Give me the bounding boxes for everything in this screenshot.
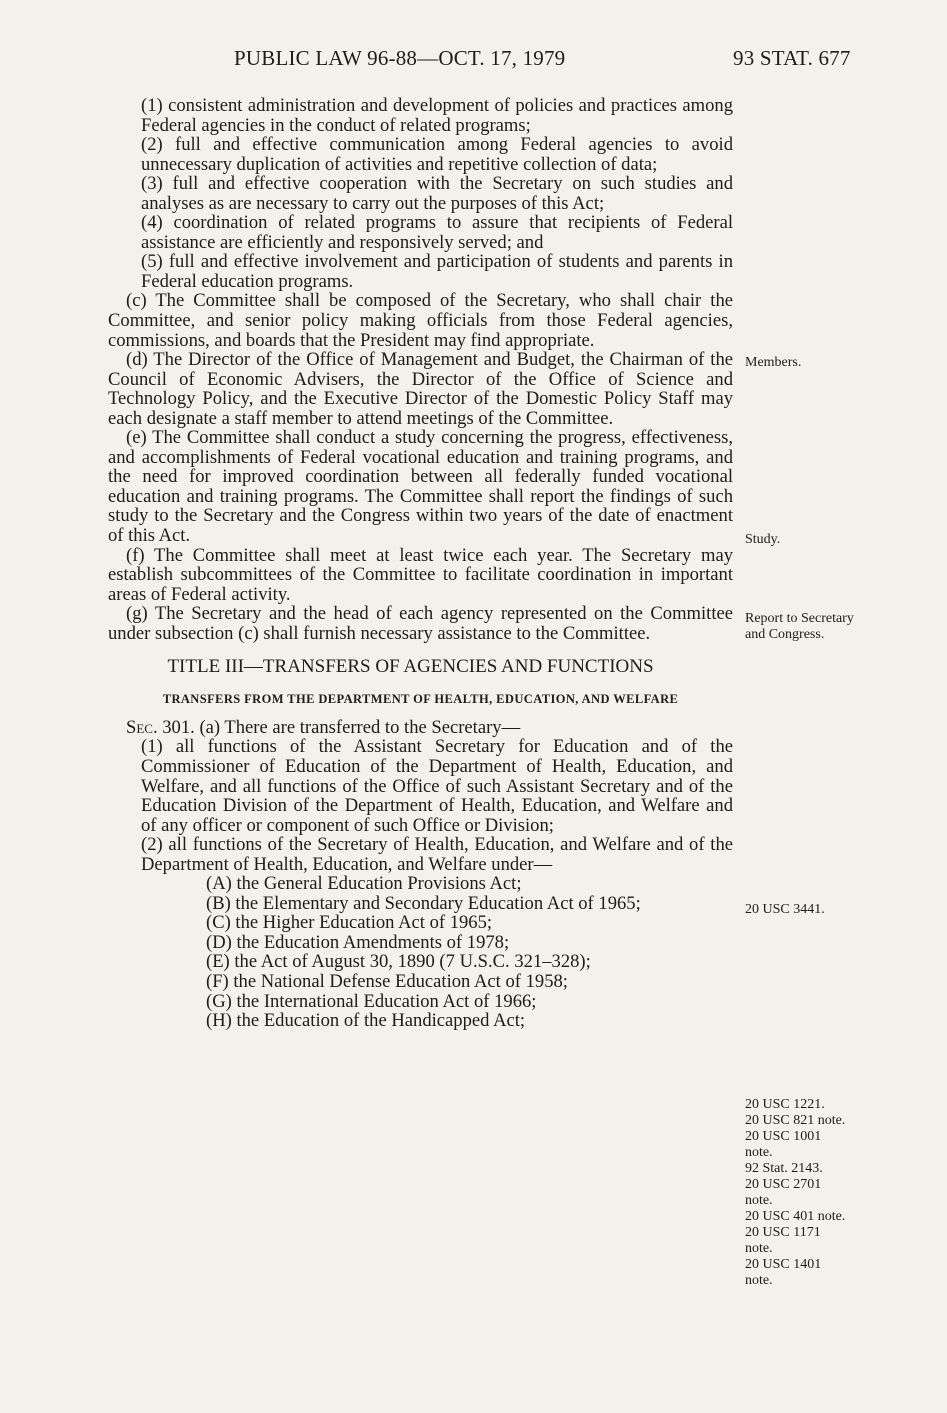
paragraph-301-2: (2) all functions of the Secretary of Health, Education, and Welfare and of the Department of Health, Education, and Welfare under— xyxy=(141,834,733,875)
list-item-g: (G) the International Education Act of 1966; xyxy=(206,990,537,1012)
list-item-c: (C) the Higher Education Act of 1965; xyxy=(206,912,493,934)
list-item-e: (E) the Act of August 30, 1890 (7 U.S.C. 321–328); xyxy=(206,951,591,973)
paragraph-g: (g) The Secretary and the head of each agency represented on the Committee under subsection (c) shall furnish necessary assistance to the Committee. xyxy=(108,603,733,644)
list-item-b: (B) the Elementary and Secondary Education Act of 1965; xyxy=(206,892,641,914)
margin-note-study: Study. xyxy=(745,532,781,547)
margin-citations xyxy=(745,1097,875,1289)
subtitle-heading: TRANSFERS FROM THE DEPARTMENT OF HEALTH, EDUCATION, AND WELFARE xyxy=(162,691,679,706)
section-label: Sec. xyxy=(126,716,158,738)
paragraph-e: (e) The Committee shall conduct a study concerning the progress, effectiveness, and accomplishments of Federal vocational education and training programs, and the need for improved coordination between all federally funded vocational education and training programs. The Committee shall report the findings of such study to the Secretary and the Congress within two years of the date of enactment of this Act. xyxy=(108,427,733,547)
paragraph-b2: (2) full and effective communication among Federal agencies to avoid unnecessary duplication of activities and repetitive collection of data; xyxy=(141,134,733,175)
citation-note: 92 Stat. 2143. xyxy=(745,1161,823,1176)
paragraph-b5: (5) full and effective involvement and participation of students and parents in Federal education programs. xyxy=(141,251,733,292)
body-text xyxy=(108,96,733,1031)
citation-note: 20 USC 2701 note. xyxy=(745,1177,822,1208)
list-item-d: (D) the Education Amendments of 1978; xyxy=(206,931,510,953)
paragraph-f: (f) The Committee shall meet at least twice each year. The Secretary may establish subcommittees of the Committee to facilitate coordination in important areas of Federal activity. xyxy=(108,544,733,605)
margin-note-report: Report to Secretary and Congress. xyxy=(745,611,854,642)
section-301-text: 301. (a) There are transferred to the Secretary— xyxy=(157,716,521,738)
citation-note: 20 USC 821 note. xyxy=(745,1113,846,1128)
paragraph-301-1: (1) all functions of the Assistant Secretary for Education and of the Commissioner of Education of the Department of Health, Education, and Welfare, and all functions of the Office of such Assistant Secretary and of the Education Division of the Department of Health, Education, and Welfare and of any officer or component of such Office or Division; xyxy=(141,736,733,836)
list-item-f: (F) the National Defense Education Act of 1958; xyxy=(206,970,568,992)
running-header-left: PUBLIC LAW 96-88—OCT. 17, 1979 xyxy=(234,46,566,70)
citation-note: 20 USC 1171 note. xyxy=(745,1225,821,1256)
paragraph-b1: (1) consistent administration and development of policies and practices among Federal agencies in the conduct of related programs; xyxy=(141,95,733,136)
citation-note: 20 USC 401 note. xyxy=(745,1209,846,1224)
running-header-page-number: 93 STAT. 677 xyxy=(733,46,851,70)
citation-note: 20 USC 1001 note. xyxy=(745,1129,822,1160)
list-item-a: (A) the General Education Provisions Act; xyxy=(206,873,522,895)
paragraph-b3: (3) full and effective cooperation with the Secretary on such studies and analyses as are necessary to carry out the purposes of this Act; xyxy=(141,173,733,214)
citation-note: 20 USC 1221. xyxy=(745,1097,825,1112)
margin-note-usc-3441: 20 USC 3441. xyxy=(745,902,825,917)
paragraph-c: (c) The Committee shall be composed of the Secretary, who shall chair the Committee, and senior policy making officials from those Federal agencies, commissions, and boards that the President may find appropriate. xyxy=(108,290,733,351)
citation-note: 20 USC 1401 note. xyxy=(745,1257,822,1288)
list-item-h: (H) the Education of the Handicapped Act; xyxy=(206,1010,526,1032)
paragraph-d: (d) The Director of the Office of Management and Budget, the Chairman of the Council of Economic Advisers, the Director of the Office of Science and Technology Policy, and the Executive Director of the Domestic Policy Staff may each designate a staff member to attend meetings of the Committee. xyxy=(108,349,733,429)
margin-note-members: Members. xyxy=(745,355,802,370)
paragraph-b4: (4) coordination of related programs to assure that recipients of Federal assistance are efficiently and responsively served; and xyxy=(141,212,733,253)
section-301-intro xyxy=(108,718,733,738)
title-heading: TITLE III—TRANSFERS OF AGENCIES AND FUNCTIONS xyxy=(167,656,654,678)
